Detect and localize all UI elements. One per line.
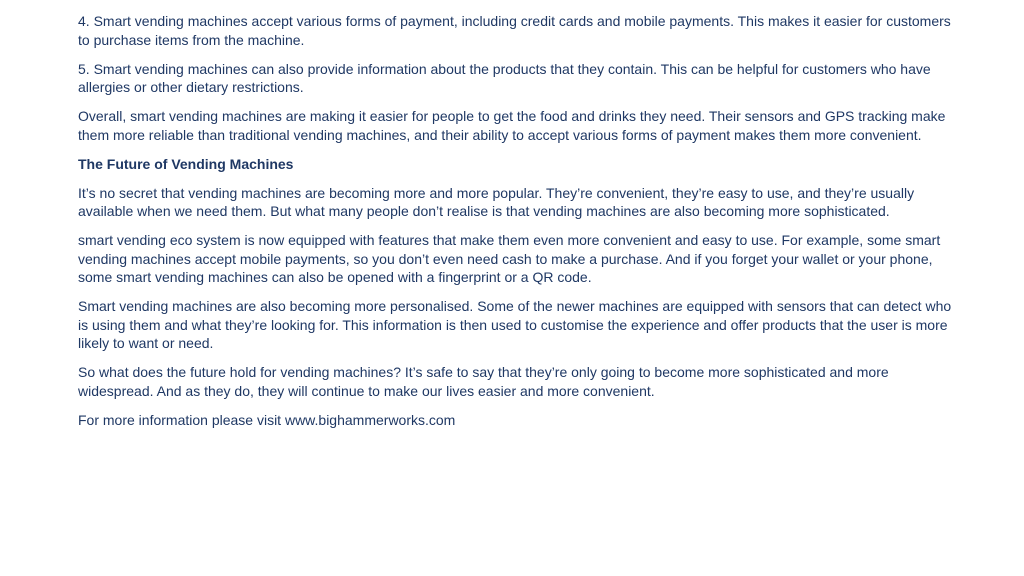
paragraph-payment-forms: 4. Smart vending machines accept various forms of payment, including credit cards and mobile payments. This makes it easier for customers to purchase items from the machine.	[78, 13, 951, 48]
paragraph-more-information: For more information please visit www.bighammerworks.com	[78, 411, 456, 428]
paragraph-future-outlook: So what does the future hold for vending machines? It’s safe to say that they’re only going to become more sophisticated and more widespread. And as they do, they will continue to make our lives easier and more convenient.	[78, 364, 889, 399]
paragraph-personalisation: Smart vending machines are also becoming more personalised. Some of the newer machines are equipped with sensors that can detect who is using them and what they’re looking for. This information is then used to customise the experience and offer products that the user is more likely to want or need.	[78, 298, 952, 351]
section-heading-future: The Future of Vending Machines	[78, 155, 294, 172]
paragraph-product-information: 5. Smart vending machines can also provide information about the products that they contain. This can be helpful for customers who have allergies or other dietary restrictions.	[78, 60, 931, 95]
paragraph-eco-system-features: smart vending eco system is now equipped with features that make them even more convenient and easy to use. For example, some smart vending machines accept mobile payments, so you don’t even need cash to make a purchase. And if you forget your wallet or your phone, some smart vending machines can also be opened with a fingerprint or a QR code.	[78, 232, 941, 285]
paragraph-overall-summary: Overall, smart vending machines are making it easier for people to get the food and drinks they need. Their sensors and GPS tracking make them more reliable than traditional vending machines, and their ability to accept various forms of payment makes them more convenient.	[78, 108, 946, 143]
paragraph-popularity: It’s no secret that vending machines are becoming more and more popular. They’re convenient, they’re easy to use, and they’re usually available when we need them. But what many people don’t realise is that vending machines are also becoming more sophisticated.	[78, 184, 915, 219]
